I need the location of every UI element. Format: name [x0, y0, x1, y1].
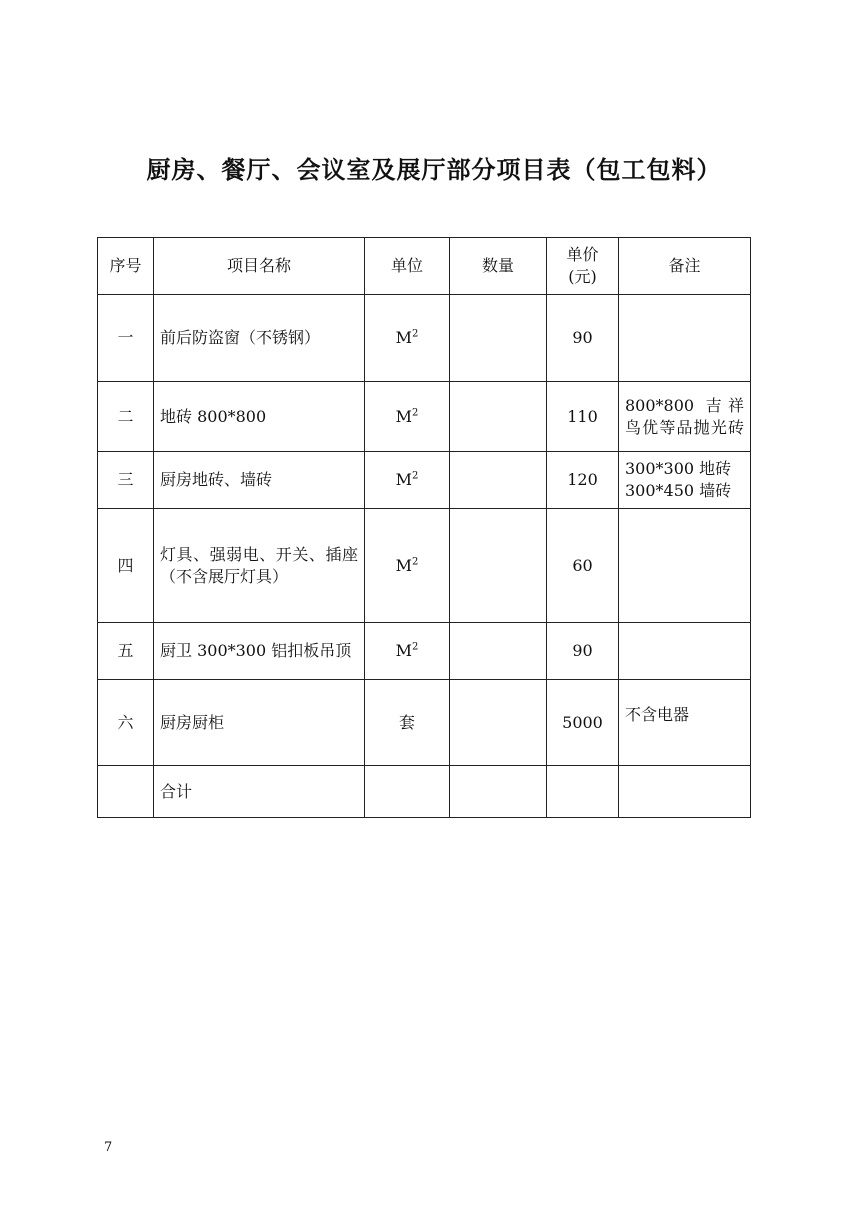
row-unit: $M^2$ — [365, 295, 450, 382]
remark-line: 300*300 地砖 — [625, 459, 732, 478]
row-qty — [450, 382, 547, 452]
total-qty — [450, 766, 547, 818]
row-seq: 四 — [98, 509, 154, 623]
row-remark: 不含电器 — [619, 680, 751, 766]
row-price: 90 — [547, 623, 619, 680]
remark-line: 300*450 墙砖 — [625, 481, 732, 500]
header-name: 项目名称 — [154, 238, 365, 295]
table-row — [98, 295, 751, 382]
row-unit: 套 — [365, 680, 450, 766]
row-name: 前后防盗窗（不锈钢） — [154, 295, 365, 382]
row-seq: 三 — [98, 452, 154, 509]
total-label: 合计 — [154, 766, 365, 818]
header-price-line2: (元) — [568, 267, 597, 286]
header-seq: 序号 — [98, 238, 154, 295]
row-seq: 一 — [98, 295, 154, 382]
row-price: 110 — [547, 382, 619, 452]
page-title: 厨房、餐厅、会议室及展厅部分项目表（包工包料） — [146, 156, 722, 184]
row-name: 灯具、强弱电、开关、插座（不含展厅灯具） — [154, 509, 365, 623]
row-remark: 800*800 吉祥鸟优等品抛光砖 — [619, 382, 751, 452]
row-name: 地砖 800*800 — [154, 382, 365, 452]
row-unit: $M^2$ — [365, 509, 450, 623]
total-row — [98, 766, 751, 818]
table-header-row — [98, 238, 751, 295]
row-qty — [450, 509, 547, 623]
table-row — [98, 452, 751, 509]
table-row — [98, 382, 751, 452]
row-remark — [619, 623, 751, 680]
header-remark: 备注 — [619, 238, 751, 295]
row-name: 厨房地砖、墙砖 — [154, 452, 365, 509]
header-price — [547, 238, 619, 295]
row-qty — [450, 623, 547, 680]
row-unit: $M^2$ — [365, 623, 450, 680]
row-remark — [619, 295, 751, 382]
page-number: 7 — [104, 1140, 113, 1155]
row-qty — [450, 680, 547, 766]
header-price-line1: 单价 — [566, 245, 599, 264]
header-unit: 单位 — [365, 238, 450, 295]
row-remark — [619, 509, 751, 623]
total-price — [547, 766, 619, 818]
row-seq: 二 — [98, 382, 154, 452]
row-price: 60 — [547, 509, 619, 623]
total-unit — [365, 766, 450, 818]
row-name: 厨房厨柜 — [154, 680, 365, 766]
row-name: 厨卫 300*300 铝扣板吊顶 — [154, 623, 365, 680]
row-unit: $M^2$ — [365, 452, 450, 509]
row-seq: 六 — [98, 680, 154, 766]
header-qty: 数量 — [450, 238, 547, 295]
total-remark — [619, 766, 751, 818]
row-unit: $M^2$ — [365, 382, 450, 452]
table-row — [98, 680, 751, 766]
row-price: 5000 — [547, 680, 619, 766]
project-table — [97, 237, 751, 818]
row-qty — [450, 295, 547, 382]
row-remark — [619, 452, 751, 509]
table-row — [98, 509, 751, 623]
row-price: 90 — [547, 295, 619, 382]
row-qty — [450, 452, 547, 509]
row-price: 120 — [547, 452, 619, 509]
total-seq — [98, 766, 154, 818]
table-row — [98, 623, 751, 680]
row-seq: 五 — [98, 623, 154, 680]
